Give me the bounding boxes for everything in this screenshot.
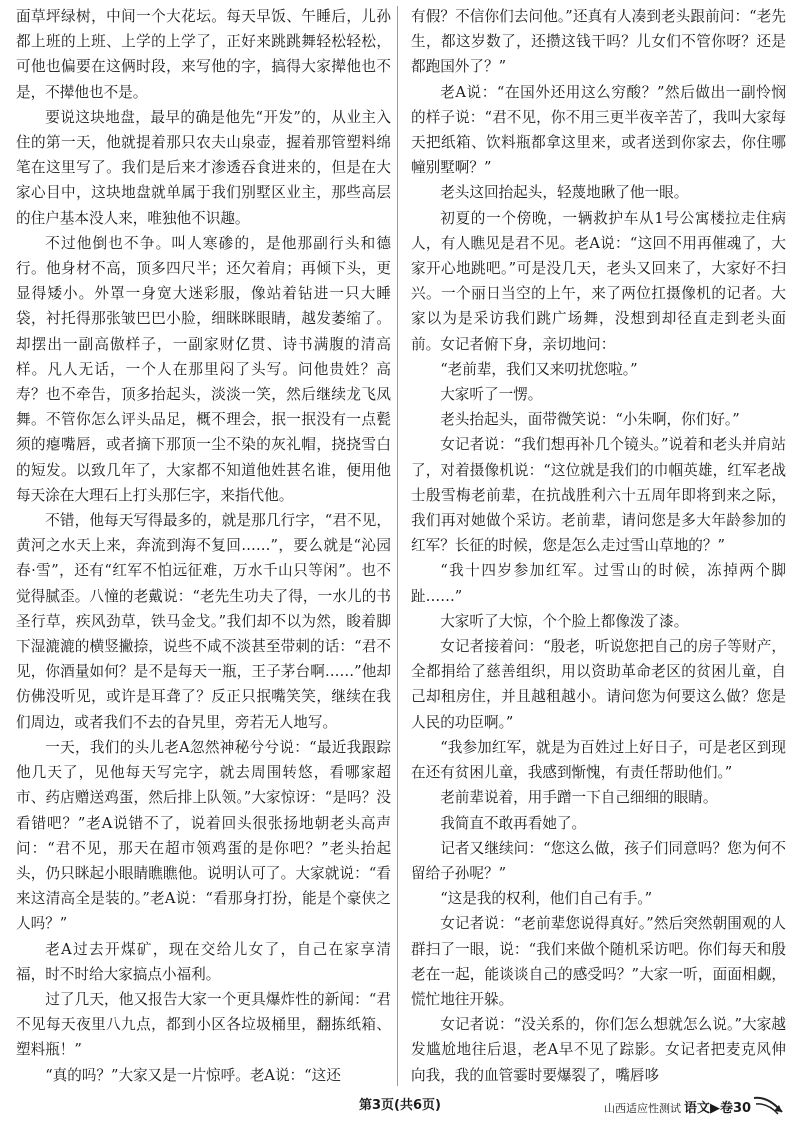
paragraph: 面草坪绿树，中间一个大花坛。每天早饭、午睡后，儿孙都上班的上班、上学的上学了，正好来跳跳舞轻松轻松，可他也偏要在这俩时段，来写他的字，搞得大家撵他也不是，不撵他也不是。 <box>16 8 391 101</box>
paragraph: “老前辈，我们又来叨扰您啦。” <box>440 360 638 378</box>
column-divider <box>397 6 398 1086</box>
paragraph: 要说这块地盘，最早的确是他先“开发”的，从业主入住的第一天，他就提着那只农夫山泉壶，握着那管塑料绵笔在这里写了。我们是后来才渗透吞食进来的，但是在大家心目中，这块地盘就单属于我们别墅区业主，那些高层的住户基本没人来，唯独他不识趣。 <box>16 108 391 227</box>
paragraph: 我简直不敢再看她了。 <box>440 814 587 832</box>
paragraph: “真的吗？”大家又是一片惊呼。老A说：“这还 <box>45 1066 341 1084</box>
paragraph: 老头这回抬起头，轻蔑地瞅了他一眼。 <box>440 184 689 202</box>
right-text-column <box>411 4 786 1089</box>
paragraph: 老A过去开煤矿，现在交给儿女了，自己在家享清福，时不时给大家搞点小福利。 <box>16 940 391 983</box>
paragraph: 女记者接着问：“殷老，听说您把自己的房子等财产，全都捐给了慈善组织，用以资助革命老区的贫困儿童，自己却租房住，并且越租越小。请问您为何要这么做？您是人民的功臣啊。” <box>411 638 786 731</box>
paragraph: “我参加红军，就是为百姓过上好日子，可是老区到现在还有贫困儿童，我感到惭愧，有责任帮助他们。” <box>411 738 786 782</box>
paragraph: 过了几天，他又报告大家一个更具爆炸性的新闻：“君不见每天夜里八九点，都到小区各垃圾桶里，翻拣纸箱、塑料瓶！” <box>16 990 391 1059</box>
paragraph: 女记者说：“老前辈您说得真好。”然后突然朝围观的人群扫了一眼，说：“我们来做个随机采访吧。你们每天和殷老在一起，能谈谈自己的感受吗？”大家一听，面面相觑，慌忙地往开躲。 <box>411 915 786 1008</box>
left-text-column <box>16 4 391 1089</box>
paragraph: 女记者说：“没关系的，你们怎么想就怎么说。”大家越发尴尬地往后退，老A早不见了踪影。女记者把麦克风伸向我，我的血管霎时要爆裂了，嘴唇哆 <box>411 1016 786 1084</box>
paragraph: 老前辈说着，用手蹭一下自己细细的眼睛。 <box>440 789 718 807</box>
paragraph: 大家听了一愣。 <box>440 386 543 404</box>
page-number: 第3页(共6页) <box>359 1098 441 1113</box>
subject-label: 语文▶卷30 <box>684 1101 752 1116</box>
paragraph: 记者又继续问：“您这么做，孩子们同意吗？您为何不留给子孙呢？” <box>411 839 786 882</box>
paragraph: 老头抬起头，面带微笑说：“小朱啊，你们好。” <box>440 411 740 429</box>
paragraph: 大家听了大惊，个个脸上都像泼了漆。 <box>440 612 689 630</box>
paragraph: 不错，他每天写得最多的，就是那几行字，“君不见，黄河之水天上来，奔流到海不复回……”，要么就是“沁园春·雪”，还有“红军不怕远征难，万水千山只等闲”。也不觉得腻歪。八憧的老戴说：“老先生功夫了得，一水儿的书圣行草，疾风劲草，铁马金戈。”我们却不以为然，睃着脚下湿漉漉的横竖撇捺，说些不咸不淡甚至带刺的话：“君不见，你酒量如何？是不是每天一瓶，王子茅台啊……”他却仿佛没听见，或许是耳聋了？反正只抿嘴笑笑，继续在我们周边，或者我们不去的旮旯里，旁若无人地写。 <box>16 512 391 731</box>
paragraph: 初夏的一个傍晚，一辆救护车从1号公寓楼拉走住病人，有人瞧见是君不见。老A说：“这回不用再催魂了，大家开心地跳吧。”可是没几天，老头又回来了，大家好不扫兴。一个丽日当空的上午，来了两位扛摄像机的记者。大家以为是采访我们跳广场舞，没想到却径直走到老头面前。女记者俯下身，亲切地问： <box>411 209 786 353</box>
paragraph: 老A说：“在国外还用这么穷酸？”然后做出一副怜悯的样子说：“君不见，你不用三更半夜辛苦了，我叫大家每天把纸箱、饮料瓶都拿这里来，或者送到你家去，你住哪幢别墅啊？” <box>411 83 786 177</box>
page-footer <box>0 1088 800 1130</box>
exam-title: 山西适应性测试 <box>604 1102 681 1115</box>
paragraph: “我十四岁参加红军。过雪山的时候，冻掉两个脚趾……” <box>411 562 786 605</box>
swoosh-arrow-icon <box>752 1090 786 1120</box>
paragraph: 女记者说：“我们想再补几个镜头。”说着和老头并肩站了，对着摄像机说：“这位就是我们的巾帼英雄，红军老战士殷雪梅老前辈，在抗战胜利六十五周年即将到来之际，我们再对她做个采访。老前辈，请问您是多大年龄参加的红军？长征的时候，您是怎么走过雪山草地的？” <box>411 436 786 555</box>
paragraph: “这是我的权利，他们自己有手。” <box>440 890 653 908</box>
paragraph: 不过他倒也不争。叫人寒碜的，是他那副行头和德行。他身材不高，顶多四尺半；还欠着肩；再倾下头，更显得矮小。外罩一身宽大迷彩服，像站着钻进一只大睡袋，衬托得那张皱巴巴小脸，细眯眯眼睛，越发萎缩了。却摆出一副高傲样子，一副家财亿贯、诗书满腹的清高样。凡人无话，一个人在那里闷了头写。问他贵姓？高寿？也不牵告，顶多抬起头，淡淡一笑，然后继续龙飞凤舞。不管你怎么评头品足，概不理会，抿一抿没有一点甏须的瘪嘴唇，或者摘下那顶一尘不染的灰礼帽，挠挠雪白的短发。以致几年了，大家都不知道他姓甚名谁，便用他每天涂在大理石上打头那仨字，来指代他。 <box>16 234 391 504</box>
paragraph: 一天，我们的头儿老A忽然神秘兮兮说：“最近我跟踪他几天了，见他每天写完字，就去周围转悠，看哪家超市、药店赠送鸡蛋，然后排上队领。”大家惊讶：“是吗？没看错吧？”老A说错不了，说着回头很张扬地朝老头高声问：“君不见，那天在超市领鸡蛋的是你吧？”老头抬起头，仍只眯起小眼睛瞧瞧他。说明认可了。大家就说：“看来这清高全是装的。”老A说：“看那身打扮，能是个豪侠之人吗？” <box>16 738 391 933</box>
paragraph: 有假？不信你们去问他。”还真有人凑到老头跟前问：“老先生，都这岁数了，还攒这钱干吗？儿女们不管你呀？还是都跑国外了？” <box>411 8 786 76</box>
